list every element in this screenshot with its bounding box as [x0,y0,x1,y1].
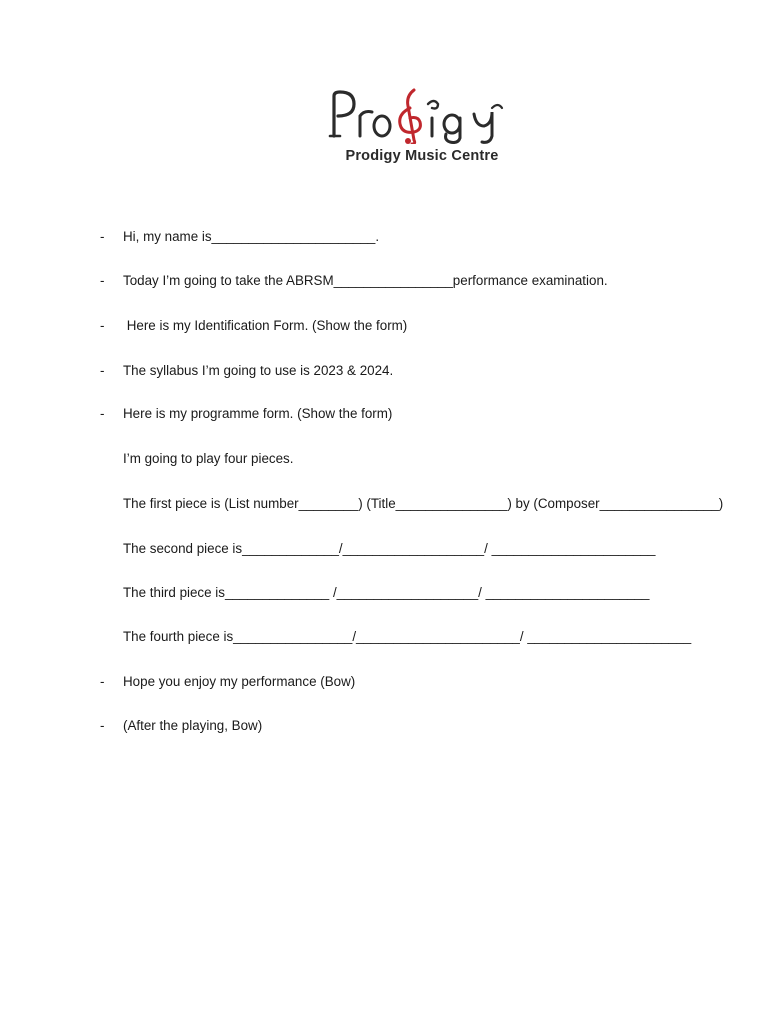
line-text: (After the playing, Bow) [123,718,263,733]
logo-wordmark [328,86,516,144]
line-text: Here is my programme form. (Show the form) [123,406,393,421]
bullet-dash: - [100,674,105,689]
treble-clef-icon [400,90,421,144]
script-line [0,316,768,336]
line-text: I’m going to play four pieces. [123,451,294,466]
bullet-dash: - [100,718,105,733]
bullet-dash: - [100,406,105,421]
line-text: Hope you enjoy my performance (Bow) [123,674,356,689]
script-line [0,271,768,291]
line-text: The syllabus I’m going to use is 2023 & 2024. [123,363,394,378]
line-text: The first piece is (List number________) (Title_______________) by (Composer________________) [123,496,724,511]
line-text: The third piece is______________ /___________________/ ______________________ [123,585,650,600]
bullet-dash: - [100,318,105,333]
bullet-dash: - [100,273,105,288]
bullet-dash: - [100,229,105,244]
line-text: Here is my Identification Form. (Show the form) [123,318,408,333]
line-text: Hi, my name is______________________. [123,229,380,244]
line-text: Today I’m going to take the ABRSM________________performance examination. [123,273,608,288]
script-line [0,539,768,559]
script-line [0,449,768,469]
script-line [0,716,768,736]
script-line [0,227,768,247]
script-line [0,361,768,381]
script-line [0,672,768,692]
script-line [0,583,768,603]
bullet-dash: - [100,363,105,378]
logo [328,86,516,172]
script-line [0,627,768,647]
logo-subtitle: Prodigy Music Centre [345,148,499,164]
script-line [0,404,768,424]
line-text: The fourth piece is________________/______________________/ ______________________ [123,629,692,644]
line-text: The second piece is_____________/___________________/ ______________________ [123,541,656,556]
script-line [0,494,768,514]
